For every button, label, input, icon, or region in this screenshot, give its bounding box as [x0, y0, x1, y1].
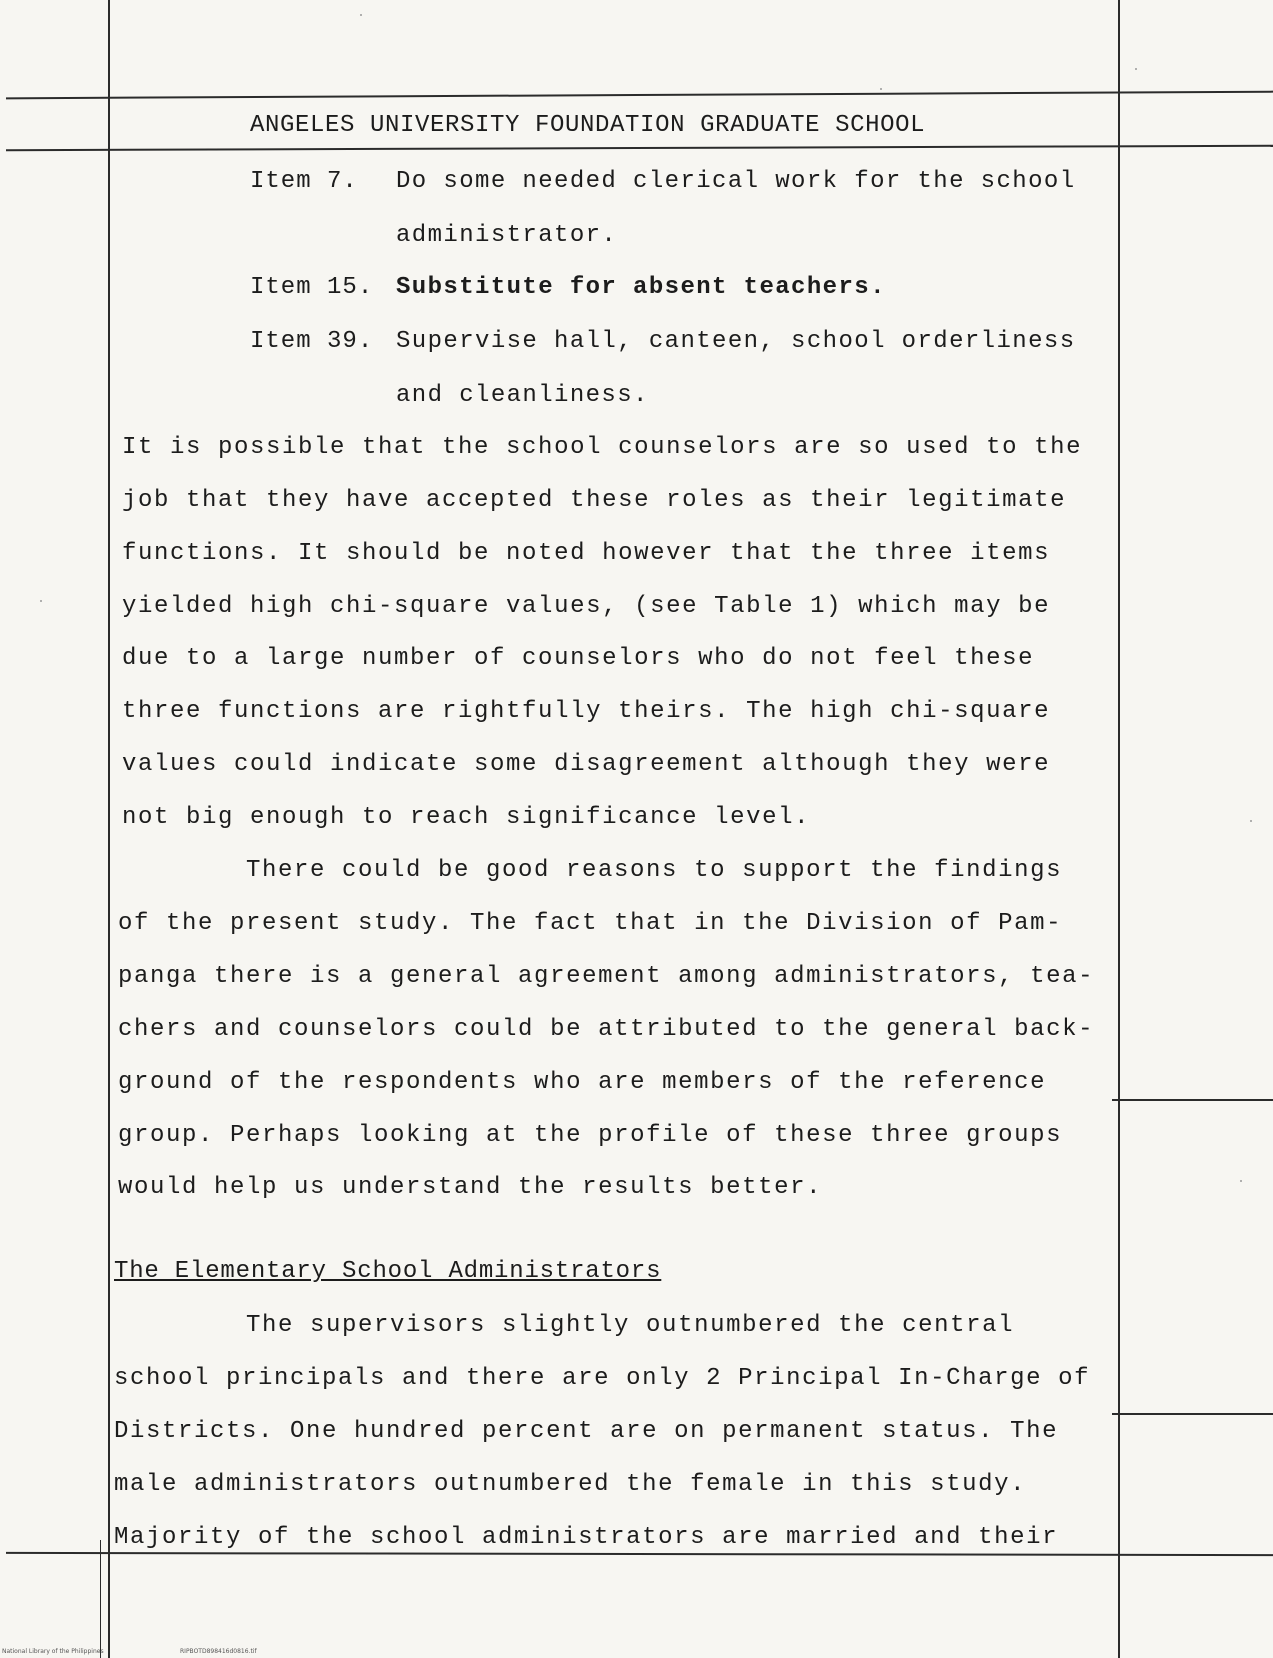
paragraph-1-line: values could indicate some disagreement although they were: [122, 751, 1051, 778]
scan-speck: [880, 88, 882, 90]
scan-speck: [360, 14, 362, 16]
paragraph-2-line: There could be good reasons to support the findings: [246, 857, 1063, 884]
item-39-text-line-1: Supervise hall, canteen, school orderliness: [396, 328, 1076, 355]
item-7-text-line-2: administrator.: [396, 222, 618, 249]
paragraph-2-line: ground of the respondents who are members of the reference: [118, 1069, 1047, 1096]
right-tick-rule-2: [1112, 1413, 1273, 1415]
header-top-rule: [6, 91, 1273, 100]
paragraph-2-line: panga there is a general agreement among administrators, tea-: [118, 963, 1095, 990]
header-bottom-rule: [6, 145, 1273, 151]
paragraph-2-line: chers and counselors could be attributed to the general back-: [118, 1016, 1095, 1043]
right-margin-rule: [1118, 0, 1120, 1658]
paragraph-1-line: It is possible that the school counselors are so used to the: [122, 434, 1083, 461]
paragraph-1-line: not big enough to reach significance level.: [122, 804, 811, 831]
library-footer: National Library of the Philippines: [2, 1648, 104, 1655]
scan-speck: [1135, 68, 1137, 70]
paragraph-1-line: three functions are rightfully theirs. The high chi-square: [122, 698, 1051, 725]
paragraph-1-line: job that they have accepted these roles as their legitimate: [122, 487, 1067, 514]
item-15-label: Item 15.: [250, 274, 374, 301]
paragraph-2-line: would help us understand the results better.: [118, 1174, 823, 1201]
scan-speck: [40, 600, 42, 602]
right-tick-rule-1: [1112, 1099, 1273, 1101]
left-margin-rule: [108, 0, 110, 1658]
item-15-text-line-1: Substitute for absent teachers.: [396, 274, 886, 301]
page-header: ANGELES UNIVERSITY FOUNDATION GRADUATE SCHOOL: [250, 112, 926, 139]
scan-speck: [1250, 820, 1252, 822]
scan-speck: [1240, 1180, 1242, 1182]
file-id-footer: RIPBOTD898416d0816.tif: [180, 1648, 257, 1655]
paragraph-3-line: Districts. One hundred percent are on permanent status. The: [114, 1418, 1059, 1445]
bottom-left-stub: [100, 1540, 101, 1658]
paragraph-3-line: male administrators outnumbered the female in this study.: [114, 1471, 1027, 1498]
paragraph-1-line: due to a large number of counselors who do not feel these: [122, 645, 1035, 672]
section-subheading: The Elementary School Administrators: [114, 1258, 662, 1285]
paragraph-3-line: school principals and there are only 2 Principal In-Charge of: [114, 1365, 1091, 1392]
paragraph-1-line: yielded high chi-square values, (see Table 1) which may be: [122, 593, 1051, 620]
paragraph-3-line: Majority of the school administrators are married and their: [114, 1524, 1059, 1551]
paragraph-1-line: functions. It should be noted however that the three items: [122, 540, 1051, 567]
item-7-label: Item 7.: [250, 168, 358, 195]
paragraph-3-line: The supervisors slightly outnumbered the central: [246, 1312, 1015, 1339]
item-39-label: Item 39.: [250, 328, 374, 355]
paragraph-2-line: of the present study. The fact that in the Division of Pam-: [118, 910, 1063, 937]
paragraph-2-line: group. Perhaps looking at the profile of these three groups: [118, 1122, 1063, 1149]
item-7-text-line-1: Do some needed clerical work for the school: [396, 168, 1076, 195]
item-39-text-line-2: and cleanliness.: [396, 382, 649, 409]
bottom-rule: [6, 1552, 1273, 1556]
